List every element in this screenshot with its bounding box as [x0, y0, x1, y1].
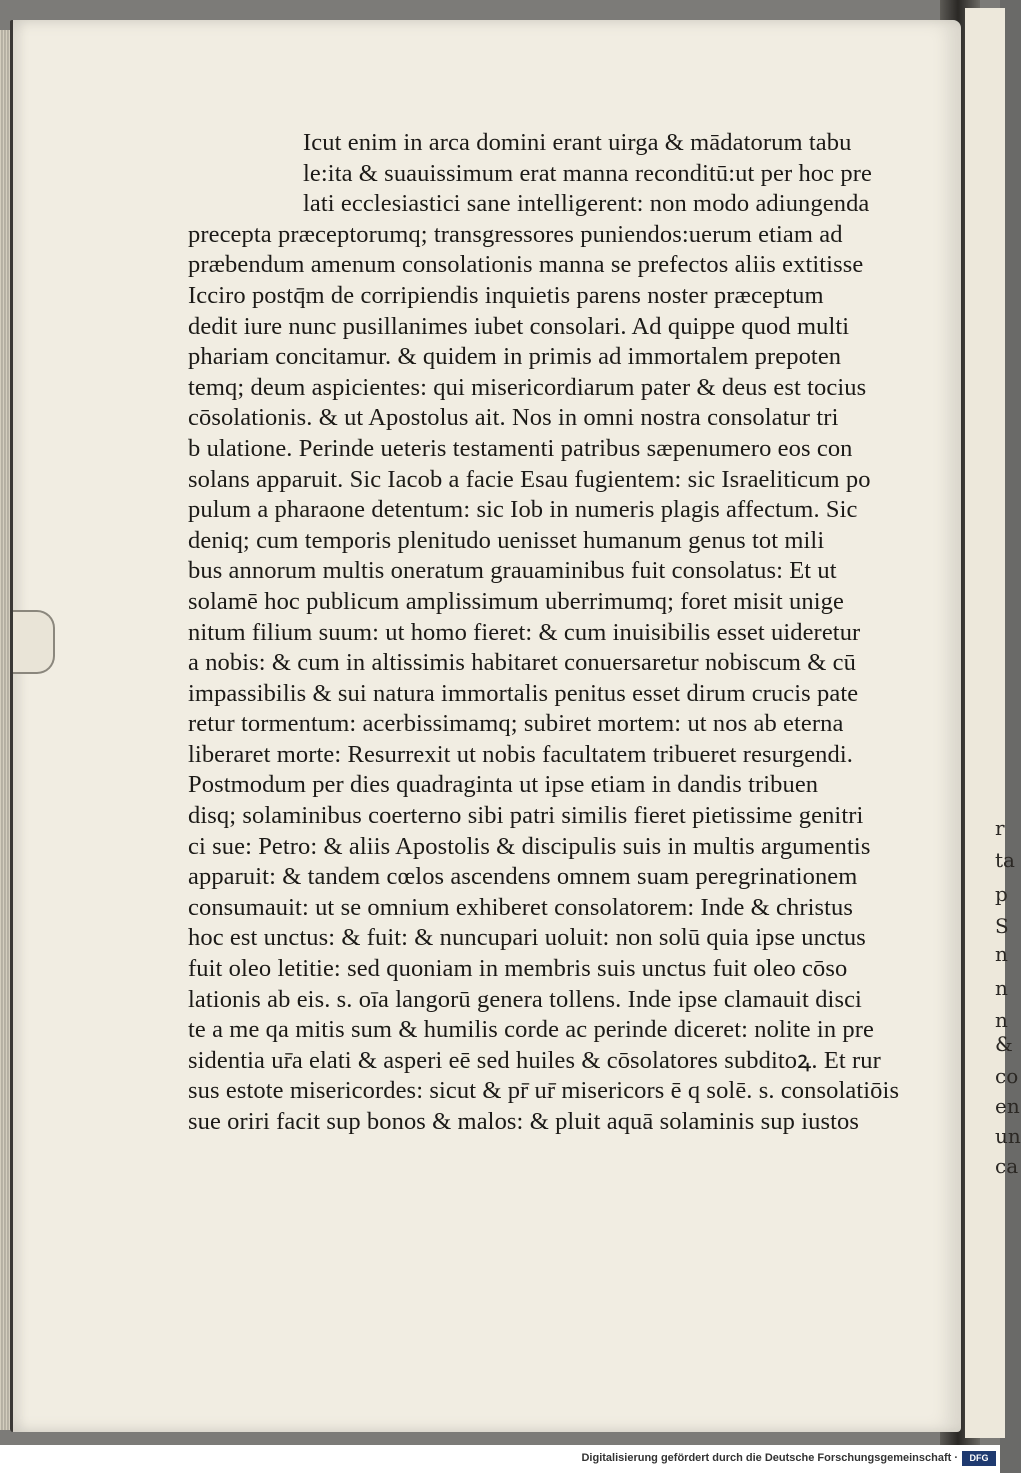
facing-page-fragment: S: [995, 914, 1009, 938]
footer-bar: [0, 1445, 1000, 1473]
text-line: b ulatione. Perinde ueteris testamenti patribus sæpenumero eos con: [188, 434, 853, 462]
text-line: disq; solaminibus coerterno sibi patri similis fieret pietissime genitri: [188, 802, 864, 830]
text-line: a nobis: & cum in altissimis habitaret conuersaretur nobiscum & cū: [188, 649, 856, 677]
facing-page-fragment: &: [995, 1032, 1013, 1056]
facing-page-fragment: co: [995, 1064, 1019, 1088]
text-line: deniq; cum temporis plenitudo uenisset humanum genus tot mili: [188, 526, 825, 554]
facing-page-fragment: n: [995, 976, 1008, 1000]
facing-page-fragment: un: [995, 1124, 1021, 1148]
text-line: Postmodum per dies quadraginta ut ipse etiam in dandis tribuen: [188, 771, 819, 799]
text-line: precepta præceptorumq; transgressores puniendos:uerum etiam ad: [188, 220, 843, 248]
page-text-block: [188, 128, 900, 1138]
facing-page-edge: [965, 8, 1021, 1438]
dfg-logo-icon[interactable]: DFG: [962, 1451, 996, 1466]
text-line: phariam concitamur. & quidem in primis ad immortalem prepoten: [188, 343, 842, 371]
text-line: sue oriri facit sup bonos & malos: & pluit aquā solaminis sup iustos: [188, 1108, 859, 1135]
text-line: lati ecclesiastici sane intelligerent: non modo adiungenda: [303, 190, 870, 218]
text-line: fuit oleo letitie: sed quoniam in membris suis unctus fuit oleo cōso: [188, 955, 848, 983]
text-line: liberaret morte: Resurrexit ut nobis facultatem tribueret resurgendi.: [188, 740, 854, 768]
facing-page-fragment: ca: [995, 1154, 1019, 1178]
text-line: Icciro postq̄m de corripiendis inquietis parens noster præceptum: [188, 281, 824, 309]
text-line: le:ita & suauissimum erat manna reconditū:ut per hoc pre: [303, 159, 872, 187]
text-line: retur tormentum: acerbissimamq; subiret mortem: ut nos ab eterna: [188, 710, 844, 738]
facing-page-fragment: n: [995, 942, 1008, 966]
text-line: Icut enim in arca domini erant uirga & mādatorum tabu: [303, 129, 852, 156]
text-line: solamē hoc publicum amplissimum uberrimumq; foret misit unige: [188, 587, 844, 615]
facing-page-fragment: n: [995, 1008, 1008, 1032]
text-line: bus annorum multis oneratum grauaminibus fuit consolatus: Et ut: [188, 557, 837, 585]
text-line: nitum filium suum: ut homo fieret: & cum inuisibilis esset uideretur: [188, 618, 861, 646]
funding-credit: Digitalisierung gefördert durch die Deutsche Forschungsgemeinschaft ·: [581, 1452, 958, 1464]
text-line: hoc est unctus: & fuit: & nuncupari uoluit: non solū quia ipse unctus: [188, 924, 866, 952]
text-line: apparuit: & tandem cœlos ascendens omnem suam peregrinationem: [188, 863, 858, 891]
text-line: impassibilis & sui natura immortalis penitus esset dirum crucis pate: [188, 679, 859, 707]
page-tab-mark: [13, 610, 55, 674]
text-line: consumauit: ut se omnium exhiberet consolatorem: Inde & christus: [188, 893, 854, 921]
text-line: sus estote misericordes: sicut & pr̄ ur̄ misericors ē q solē. s. consolatiōis: [188, 1077, 900, 1105]
facing-page-fragment: p: [995, 882, 1008, 906]
text-line: ci sue: Petro: & aliis Apostolis & discipulis suis in multis argumentis: [188, 832, 871, 860]
facing-page-fragment: ta: [995, 848, 1015, 872]
text-line: lationis ab eis. s. oīa langorū genera tollens. Inde ipse clamauit disci: [188, 985, 862, 1013]
facing-page-fragment: r: [995, 816, 1005, 840]
text-line: præbendum amenum consolationis manna se prefectos aliis extitisse: [188, 251, 864, 279]
text-line: sidentia ur̄a elati & asperi eē sed huiles & cōsolatores subditoꝝ. Et rur: [188, 1046, 881, 1074]
text-line: te a me qa mitis sum & humilis corde ac perinde diceret: nolite in pre: [188, 1016, 874, 1044]
text-line: cōsolationis. & ut Apostolus ait. Nos in omni nostra consolatur tri: [188, 404, 839, 432]
text-line: solans apparuit. Sic Iacob a facie Esau fugientem: sic Israeliticum po: [188, 465, 871, 493]
text-line: dedit iure nunc pusillanimes iubet consolari. Ad quippe quod multi: [188, 312, 850, 340]
text-line: temq; deum aspicientes: qui misericordiarum pater & deus est tocius: [188, 373, 867, 401]
facing-page-fragment: en: [995, 1094, 1020, 1118]
text-line: pulum a pharaone detentum: sic Iob in numeris plagis affectum. Sic: [188, 496, 858, 524]
